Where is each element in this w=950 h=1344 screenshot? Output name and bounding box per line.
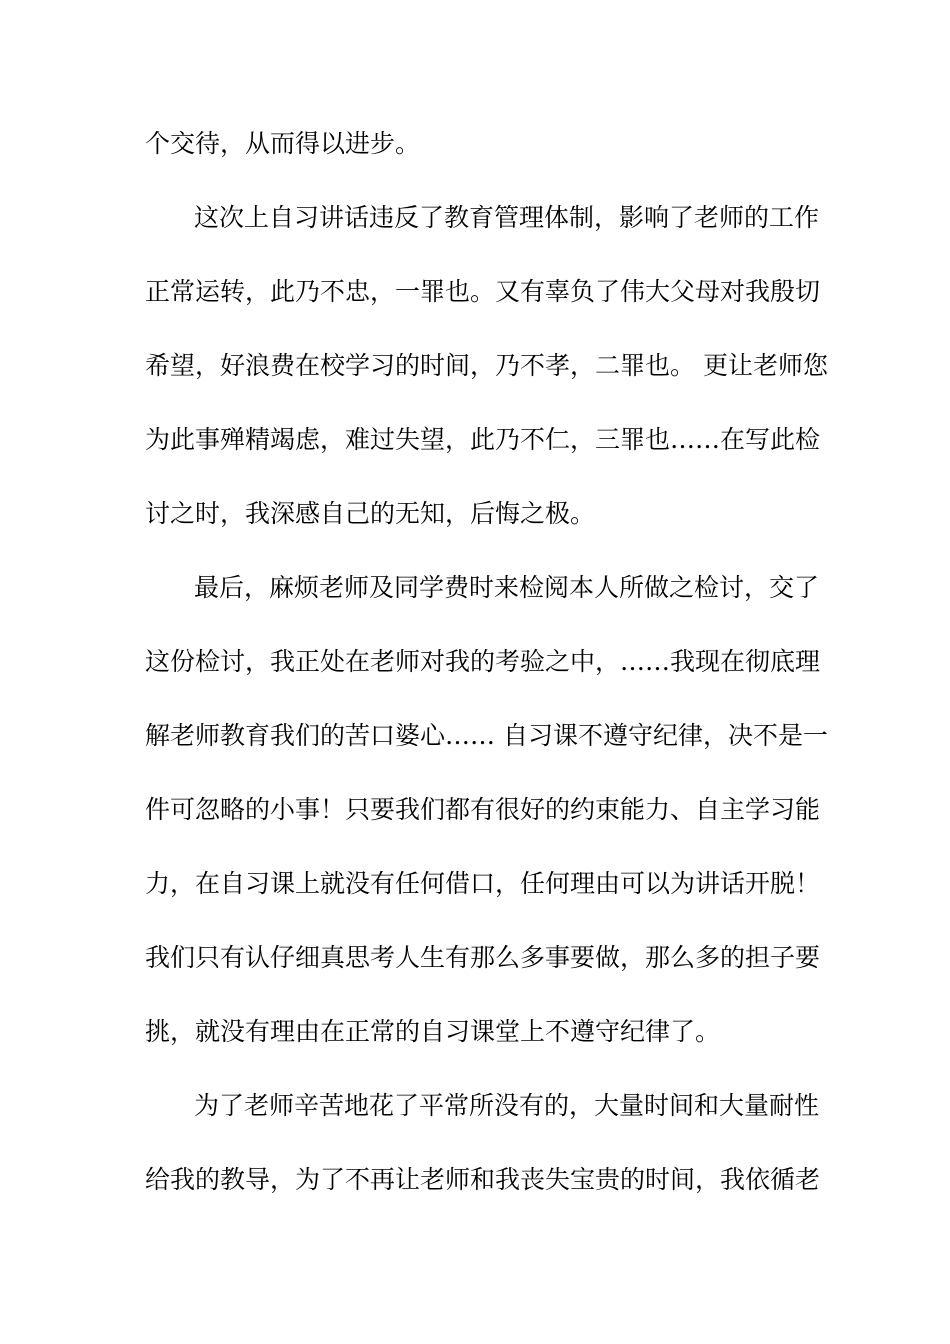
text-line: 为此事殚精竭虑，难过失望，此乃不仁，三罪也……在写此检 — [145, 425, 821, 454]
text-line: 为了老师辛苦地花了平常所没有的，大量时间和大量耐性 — [194, 1091, 820, 1120]
text-line: 这份检讨，我正处在老师对我的考验之中，……我现在彻底理 — [145, 647, 821, 676]
text-line: 希望，好浪费在校学习的时间，乃不孝，二罪也。 更让老师您 — [145, 351, 828, 380]
text-line: 件可忽略的小事！只要我们都有很好的约束能力、自主学习能 — [145, 795, 821, 824]
text-line: 这次上自习讲话违反了教育管理体制，影响了老师的工作 — [194, 203, 820, 232]
text-line: 最后，麻烦老师及同学费时来检阅本人所做之检讨，交了 — [194, 573, 820, 602]
text-line: 讨之时，我深感自己的无知，后悔之极。 — [145, 499, 596, 528]
text-line: 正常运转，此乃不忠，一罪也。又有辜负了伟大父母对我殷切 — [145, 277, 821, 306]
text-line: 给我的教导，为了不再让老师和我丧失宝贵的时间，我依循老 — [145, 1165, 821, 1194]
text-line: 个交待，从而得以进步。 — [145, 129, 421, 158]
document-body — [145, 125, 828, 1235]
text-line: 力，在自习课上就没有任何借口，任何理由可以为讲话开脱！ — [145, 869, 821, 898]
text-line: 解老师教育我们的苦口婆心…… 自习课不遵守纪律，决不是一 — [145, 721, 828, 750]
text-line: 我们只有认仔细真思考人生有那么多事要做，那么多的担子要 — [145, 943, 821, 972]
text-line: 挑，就没有理由在正常的自习课堂上不遵守纪律了。 — [145, 1017, 721, 1046]
